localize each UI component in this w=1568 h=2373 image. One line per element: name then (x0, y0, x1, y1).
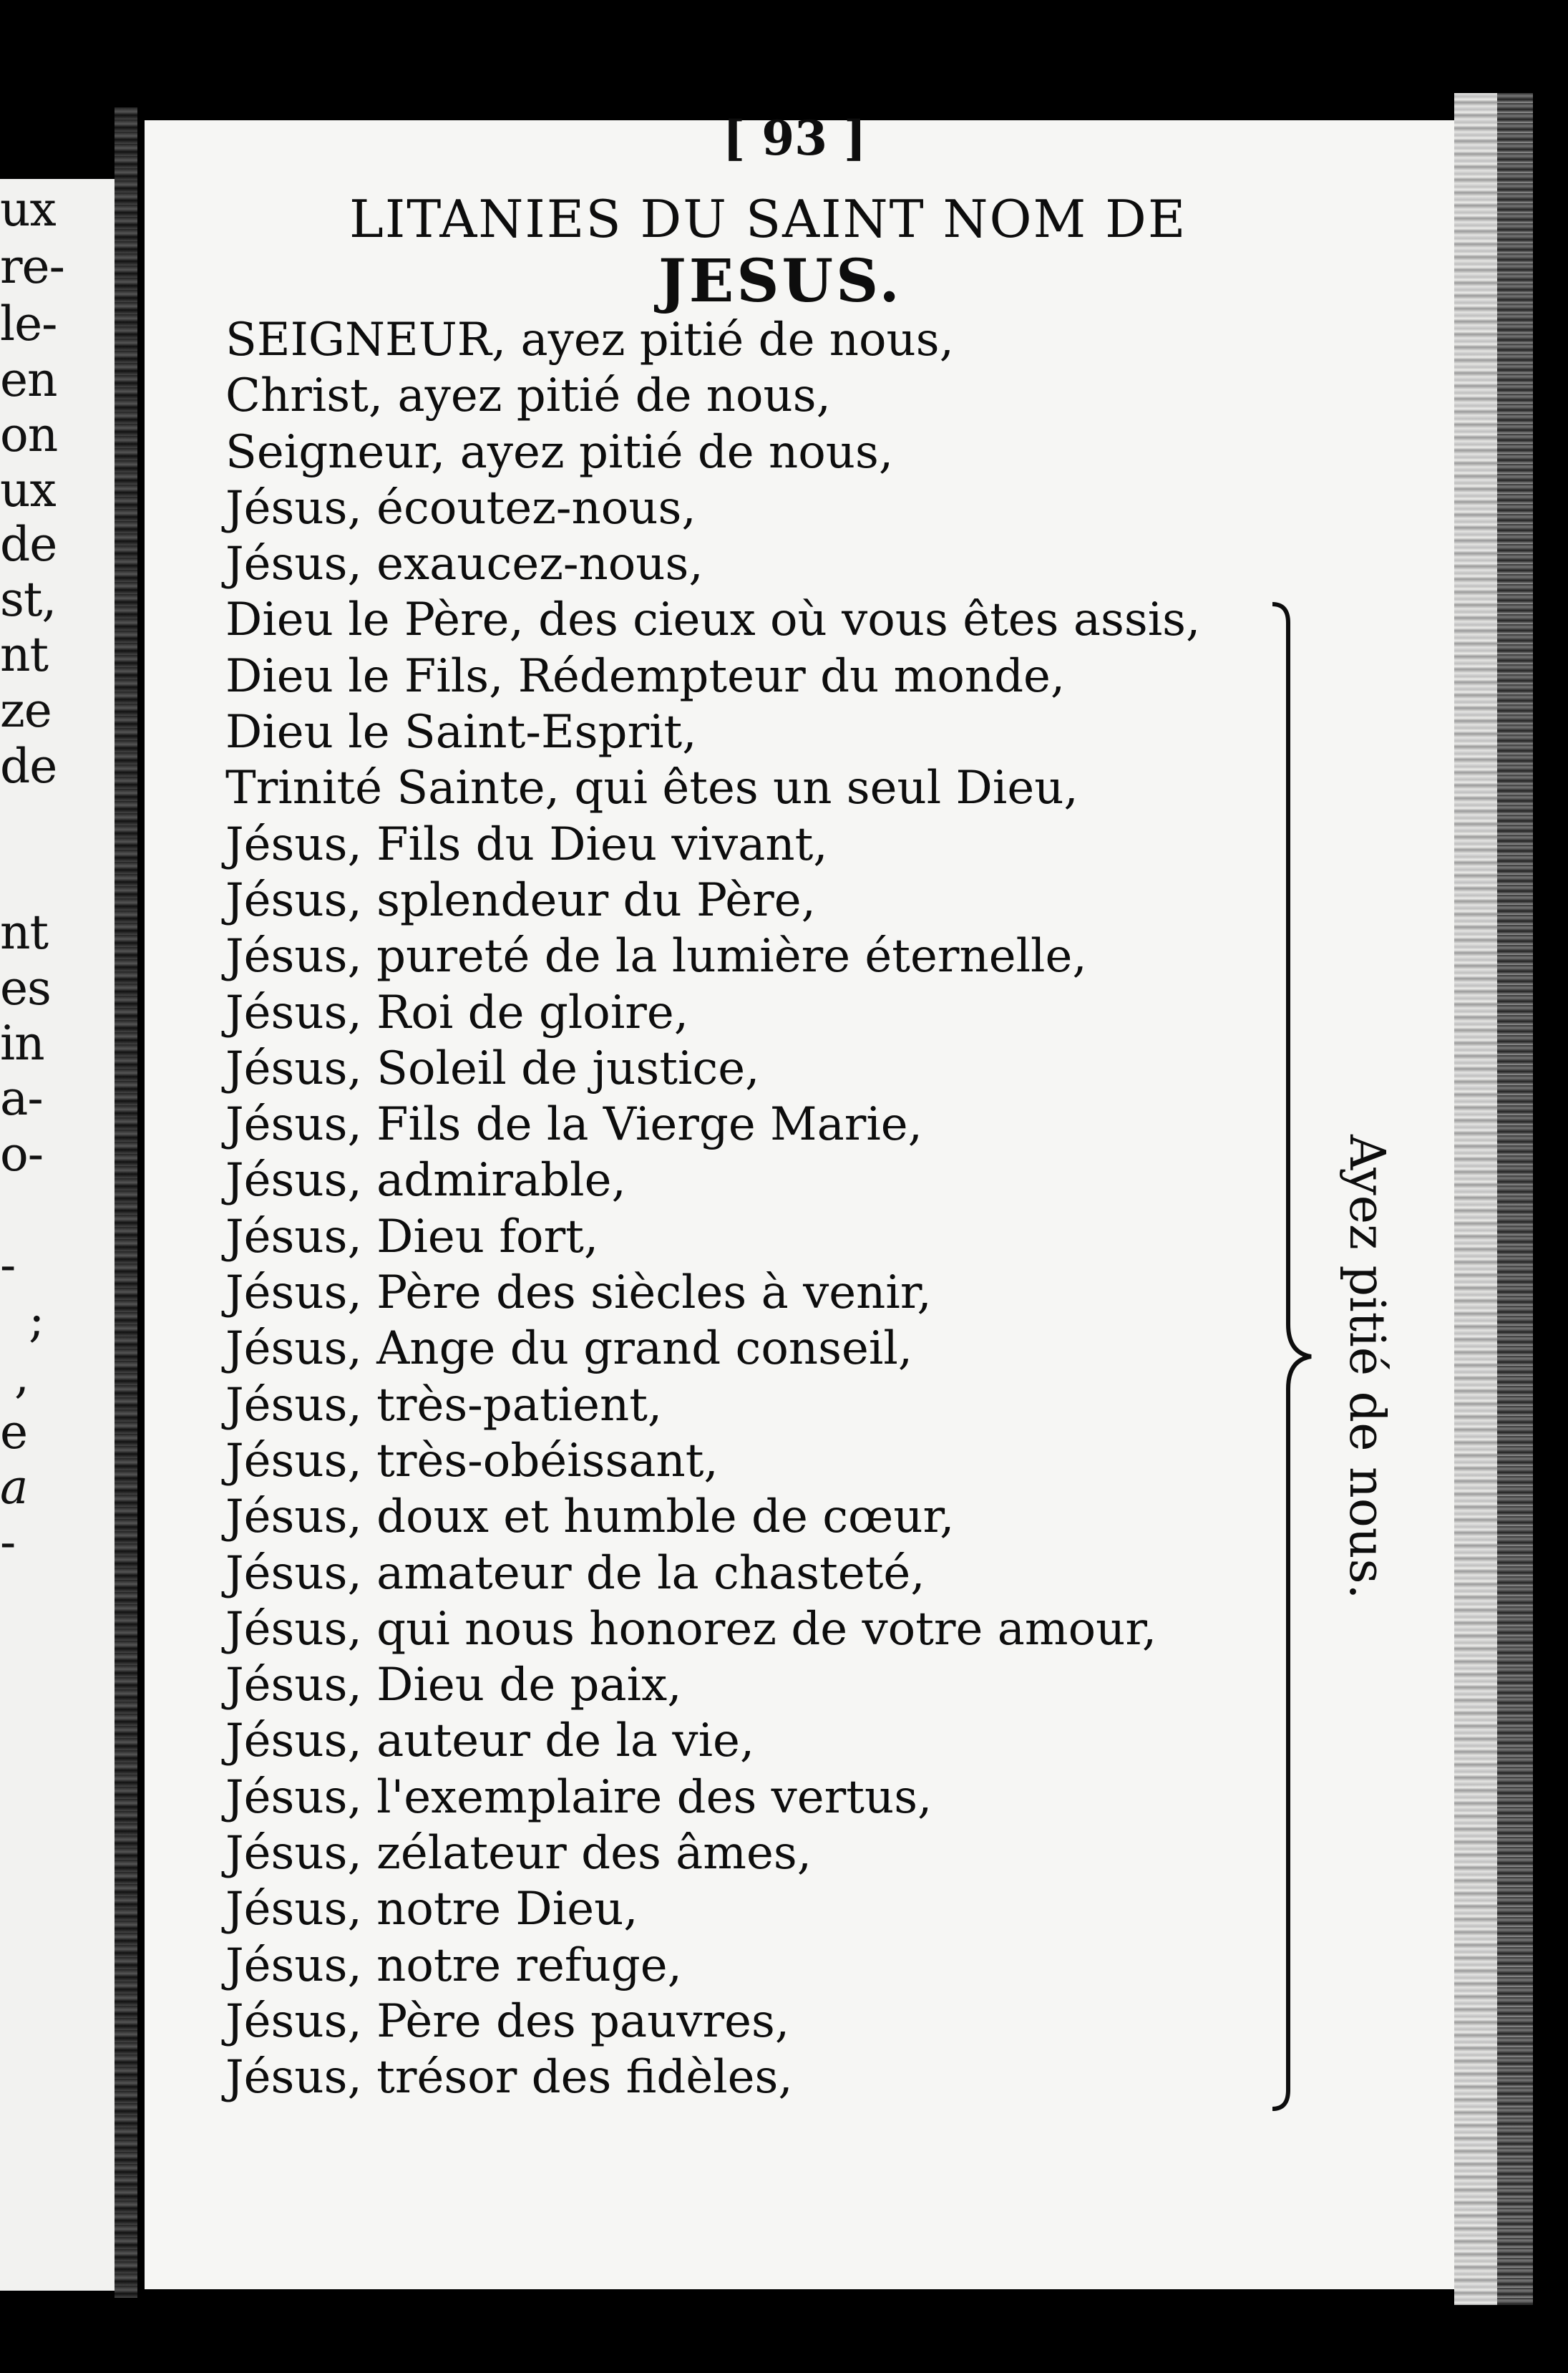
litany-verse: Jésus, Fils du Dieu vivant, (225, 817, 828, 871)
litany-verse: Dieu le Saint-Esprit, (225, 706, 697, 760)
facing-page-fragment: es (0, 961, 51, 1016)
facing-page-fragment: a (0, 1460, 28, 1515)
litany-verse: Trinité Sainte, qui êtes un seul Dieu, (225, 762, 1078, 815)
litany-verse: Jésus, Père des siècles à venir, (225, 1266, 932, 1320)
litany-verse: Jésus, Dieu fort, (225, 1210, 599, 1263)
facing-page-fragment: - (0, 1515, 16, 1570)
litany-verse: Dieu le Père, des cieux où vous êtes assis, (225, 593, 1201, 647)
litany-verse: Jésus, splendeur du Père, (225, 873, 816, 927)
facing-page-fragment: st, (0, 572, 57, 627)
litany-verse: Jésus, pureté de la lumière éternelle, (225, 930, 1087, 984)
facing-page-fragment: de (0, 517, 57, 572)
litany-verses (225, 312, 1200, 2106)
facing-page-fragment: on (0, 407, 58, 462)
litany-verse: Seigneur, ayez pitié de nous, (225, 425, 894, 479)
litany-verse: Jésus, amateur de la chasteté, (225, 1546, 925, 1600)
litany-verse: Jésus, trésor des fidèles, (225, 2051, 793, 2105)
litany-verse: Jésus, auteur de la vie, (225, 1714, 755, 1768)
litany-verse: Jésus, admirable, (225, 1154, 626, 1208)
facing-page-fragment: ux (0, 182, 56, 237)
facing-page-fragment: o- (0, 1127, 44, 1182)
litany-verse: Christ, ayez pitié de nous, (225, 369, 831, 423)
facing-page-fragment: , (14, 1349, 29, 1404)
facing-page-fragment: a- (0, 1071, 43, 1126)
litany-verse: Jésus, notre refuge, (225, 1938, 682, 1992)
litany-verse: Jésus, exaucez-nous, (225, 538, 703, 591)
facing-page-fragment: nt (0, 905, 49, 960)
litany-verse: Jésus, Dieu de paix, (225, 1659, 682, 1712)
litany-verse: Jésus, Fils de la Vierge Marie, (225, 1098, 922, 1152)
page-fore-edge (1454, 93, 1533, 2305)
facing-page-fragment: e (0, 1404, 28, 1460)
facing-page-fragment: en (0, 352, 57, 407)
page-number: [ 93 ] (723, 110, 867, 166)
litany-verse: Jésus, Soleil de justice, (225, 1042, 760, 1095)
book-gutter (115, 107, 145, 2298)
litany-verse: Jésus, Ange du grand conseil, (225, 1322, 913, 1376)
litany-verse: Jésus, très-patient, (225, 1378, 663, 1432)
page-title: LITANIES DU SAINT NOM DE (349, 189, 1187, 249)
litany-verse: Jésus, notre Dieu, (225, 1883, 638, 1936)
litany-verse: Jésus, très-obéissant, (225, 1434, 719, 1488)
litany-verse: SEIGNEUR, ayez pitié de nous, (225, 314, 954, 367)
facing-page-fragment: re- (0, 239, 64, 294)
litany-verse: Jésus, qui nous honorez de votre amour, (225, 1602, 1157, 1656)
litany-response: Ayez pitié de nous. (1338, 1135, 1395, 1600)
litany-verse: Jésus, écoutez-nous, (225, 481, 696, 535)
facing-page-fragment: ; (29, 1293, 44, 1348)
facing-page-fragment: de (0, 739, 57, 794)
facing-page-fragment: in (0, 1016, 44, 1071)
litany-verse: Jésus, Roi de gloire, (225, 986, 689, 1039)
litany-verse: Jésus, doux et humble de cœur, (225, 1490, 955, 1544)
facing-page-fragment: ux (0, 462, 56, 518)
curly-brace (1267, 601, 1317, 2112)
litany-verse: Jésus, zélateur des âmes, (225, 1827, 812, 1881)
litany-verse: Dieu le Fils, Rédempteur du monde, (225, 649, 1066, 703)
litany-verse: Jésus, l'exemplaire des vertus, (225, 1770, 932, 1824)
facing-page-fragment: nt (0, 627, 49, 682)
facing-page-edge (0, 179, 115, 2291)
facing-page-fragment: - (0, 1238, 16, 1293)
facing-page-fragment: le- (0, 296, 57, 351)
litany-verse: Jésus, Père des pauvres, (225, 1994, 790, 2048)
page-subtitle: JESUS. (658, 247, 902, 316)
facing-page-fragment: ze (0, 683, 52, 738)
